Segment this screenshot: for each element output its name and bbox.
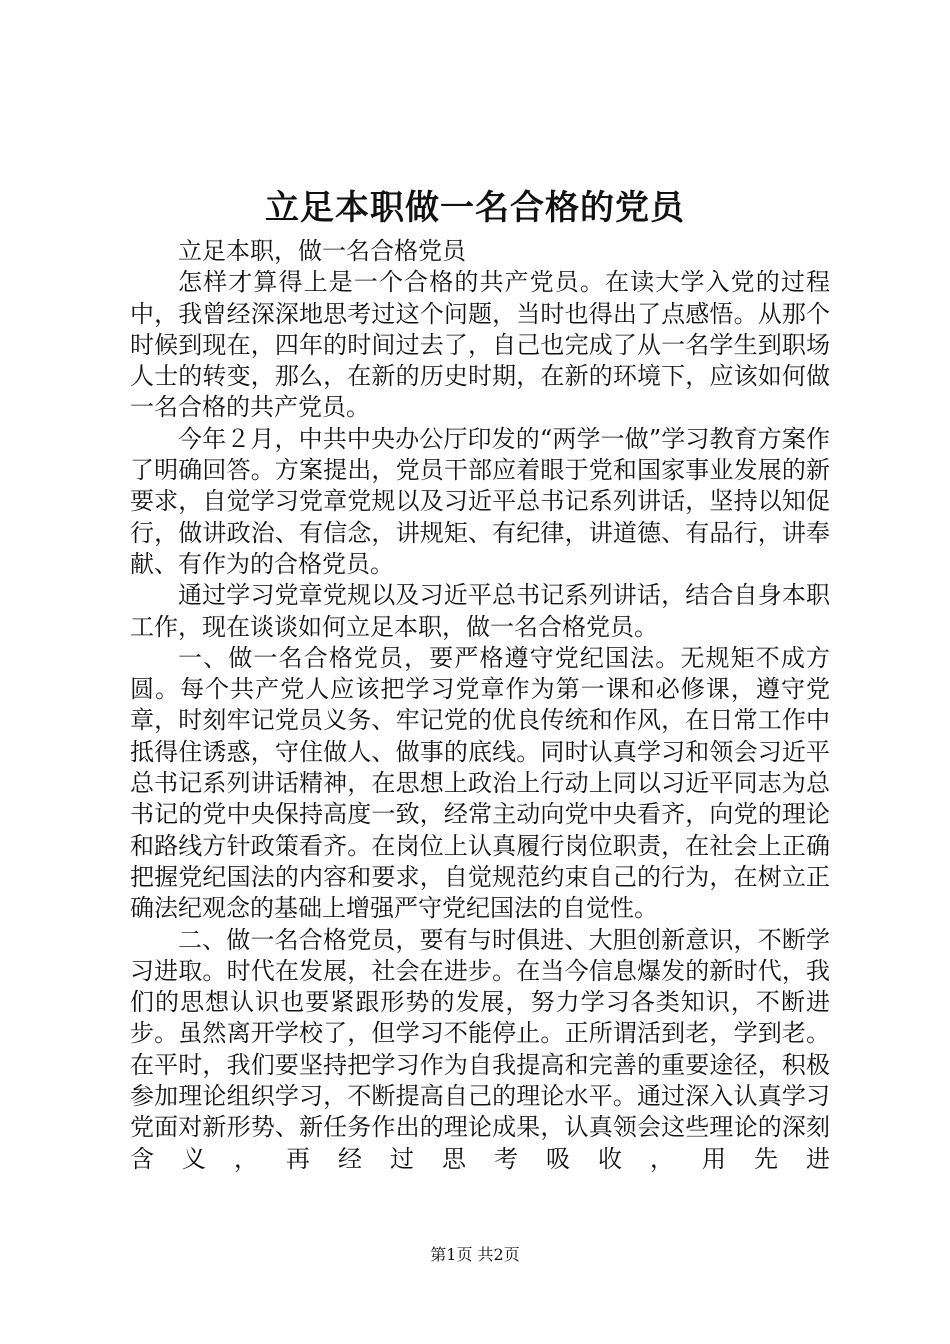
document-body bbox=[130, 236, 830, 1175]
page-number-footer: 第1页 共2页 bbox=[430, 1245, 520, 1264]
body-paragraph: 一、做一名合格党员，要严格遵守党纪国法。无规矩不成方圆。每个共产党人应该把学习党章作为第一课和必修课，遵守党章，时刻牢记党员义务、牢记党的优良传统和作风，在日常工作中抵得住诱惑，守住做人、做事的底线。同时认真学习和领会习近平总书记系列讲话精神，在思想上政治上行动上同以习近平同志为总书记的党中央保持高度一致，经常主动向党中央看齐，向党的理论和路线方针政策看齐。在岗位上认真履行岗位职责，在社会上正确把握党纪国法的内容和要求，自觉规范约束自己的行为，在树立正确法纪观念的基础上增强严守党纪国法的自觉性。 bbox=[130, 643, 830, 923]
body-paragraph: 怎样才算得上是一个合格的共产党员。在读大学入党的过程中，我曾经深深地思考过这个问题，当时也得出了点感悟。从那个时候到现在，四年的时间过去了，自己也完成了从一名学生到职场人士的转变，那么，在新的历史时期，在新的环境下，应该如何做一名合格的共产党员。 bbox=[130, 268, 830, 422]
body-paragraph: 二、做一名合格党员，要有与时俱进、大胆创新意识，不断学习进取。时代在发展，社会在进步。在当今信息爆发的新时代，我们的思想认识也要紧跟形势的发展，努力学习各类知识，不断进步。虽然离开学校了，但学习不能停止。正所谓活到老，学到老。在平时，我们要坚持把学习作为自我提高和完善的重要途径，积极参加理论组织学习，不断提高自己的理论水平。通过深入认真学习党面对新形势、新任务作出的理论成果，认真领会这些理论的深刻含义，再经过思考吸收，用先进 bbox=[130, 925, 830, 1173]
document-title: 立足本职做一名合格的党员 bbox=[265, 188, 685, 228]
subtitle-paragraph: 立足本职，做一名合格党员 bbox=[178, 237, 466, 265]
body-paragraph: 通过学习党章党规以及习近平总书记系列讲话，结合自身本职工作，现在谈谈如何立足本职，做一名合格党员。 bbox=[130, 581, 830, 641]
body-paragraph: 今年２月，中共中央办公厅印发的“两学一做”学习教育方案作了明确回答。方案提出，党员干部应着眼于党和国家事业发展的新要求，自觉学习党章党规以及习近平总书记系列讲话，坚持以知促行，做讲政治、有信念，讲规矩、有纪律，讲道德、有品行，讲奉献、有作为的合格党员。 bbox=[130, 424, 830, 578]
